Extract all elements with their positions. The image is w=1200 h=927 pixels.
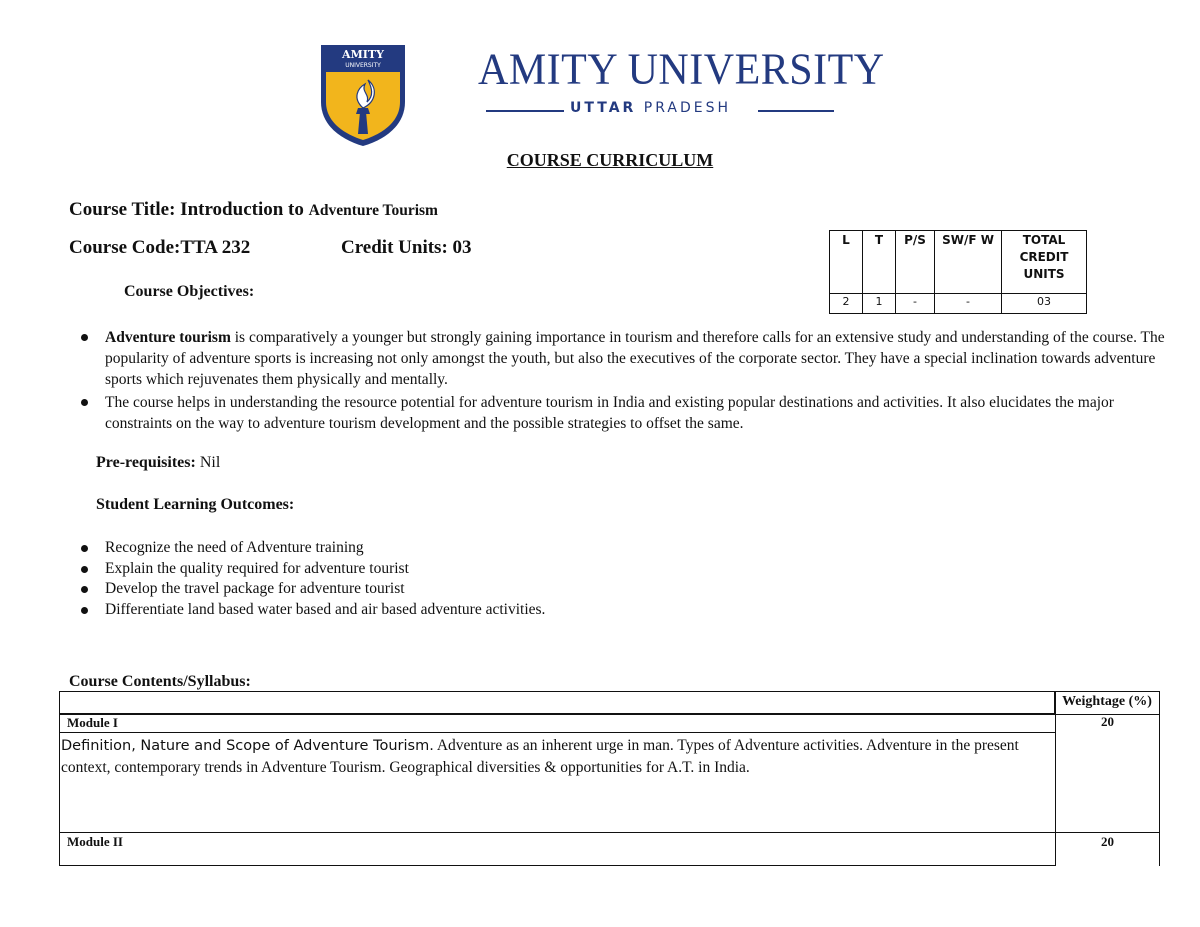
document-heading: COURSE CURRICULUM [506,150,714,170]
weightage-header: Weightage (%) [1054,691,1160,715]
credit-units: Credit Units: 03 [341,237,472,258]
logo-text-top: AMITY [342,48,384,61]
syllabus-header-blank [59,691,1056,715]
credit-value-ps: - [896,294,935,314]
outcomes-list [79,538,979,620]
module-content-text: Adventure as an inherent urge in man. Types of Adventure activities. Adventure in the present context, contemporary trends in Adventure Tourism. Geographical diversities & opportunities for A.T. in India. [61,737,1019,776]
credit-table-value-row [830,294,1087,314]
module-content [59,733,1056,833]
objective-text: The course helps in understanding the resource potential for adventure tourism in India and existing popular destinations and activities. It also elucidates the major constraints on the way to adventure tourism development and the possible strategies to offset the same. [105,394,1114,432]
credit-table [829,230,1087,314]
subtitle-rule-left [486,110,564,112]
prerequisites [96,454,220,472]
module-label: Module I [59,713,1056,733]
objective-bold: Adventure tourism [105,329,231,346]
course-title [69,199,438,221]
subtitle-rest: PRADESH [636,100,731,116]
subtitle-bold: UTTAR [570,100,637,116]
outcome-item: Explain the quality required for adventure tourist [79,559,979,580]
prerequisites-label: Pre-requisites: [96,454,196,471]
credit-header-l: L [830,231,863,294]
prerequisites-value: Nil [195,454,221,471]
objective-text: is comparatively a younger but strongly gaining importance in tourism and therefore calls for an extensive study and understanding of the course. The popularity of adventure sports is increasing not only amongst the youth, but also the executives of the corporate sector. They have a special inclination towards adventure sports which rejuvenates them physically and mentally. [105,329,1165,388]
outcomes-heading: Student Learning Outcomes: [96,496,295,513]
credit-header-swfw: SW/F W [935,231,1002,294]
course-title-value: Adventure Tourism [308,202,438,219]
outcome-item: Develop the travel package for adventure tourist [79,579,979,600]
credit-header-total: TOTAL CREDIT UNITS [1002,231,1087,294]
objectives-heading: Course Objectives: [124,283,255,300]
objective-item [79,327,1169,390]
credit-header-ps: P/S [896,231,935,294]
subtitle-rule-right [758,110,834,112]
syllabus-heading: Course Contents/Syllabus: [69,673,251,690]
outcome-item: Recognize the need of Adventure training [79,538,979,559]
module-weight: 20 [1056,713,1160,733]
module-content-lead: Definition, Nature and Scope of Adventure Tourism. [61,738,434,754]
credit-value-t: 1 [863,294,896,314]
credit-value-swfw: - [935,294,1002,314]
module-weight-spacer [1056,733,1160,833]
course-code: Course Code:TTA 232 [69,237,251,258]
objectives-list [79,327,1169,436]
credit-value-total: 03 [1002,294,1087,314]
credit-table-header-row [830,231,1087,294]
syllabus-table [59,691,1160,866]
outcome-item: Differentiate land based water based and air based adventure activities. [79,600,979,621]
university-subtitle [486,100,834,120]
university-name: AMITY UNIVERSITY [478,45,885,95]
logo-text-bottom: UNIVERSITY [345,62,381,69]
module-label: Module II [59,832,1056,866]
objective-item [79,392,1169,434]
course-title-label: Course Title: Introduction to [69,199,309,220]
credit-header-t: T [863,231,896,294]
module-weight: 20 [1056,832,1160,866]
amity-logo [318,42,408,148]
credit-value-l: 2 [830,294,863,314]
